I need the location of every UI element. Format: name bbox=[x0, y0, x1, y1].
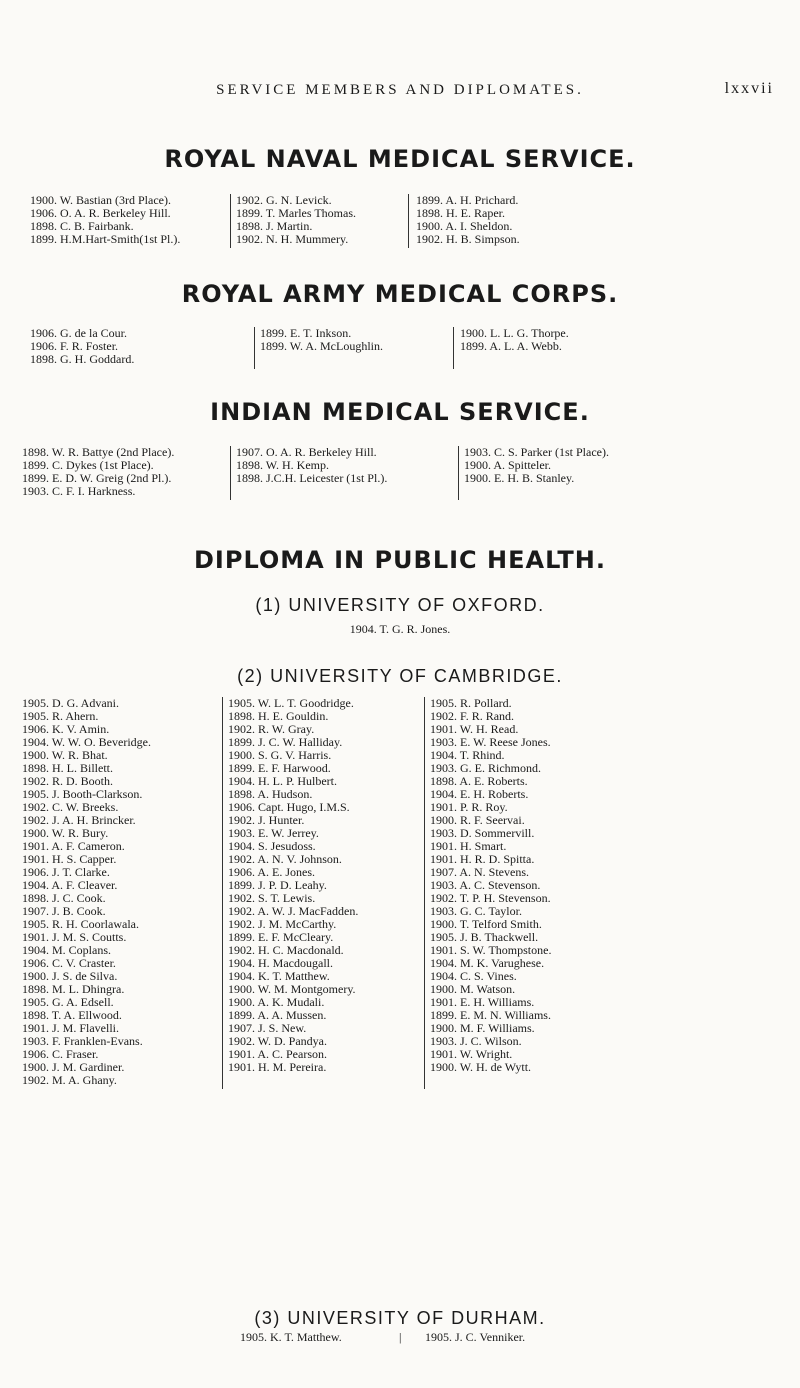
list-item: 1901. H. R. D. Spitta. bbox=[430, 852, 535, 866]
section-title-rnms: ROYAL NAVAL MEDICAL SERVICE. bbox=[164, 145, 636, 173]
list-item: 1902. C. W. Breeks. bbox=[22, 800, 119, 814]
list-item: 1906. A. E. Jones. bbox=[228, 865, 315, 879]
column-divider bbox=[222, 697, 223, 1089]
list-item: 1898. H. L. Billett. bbox=[22, 761, 113, 775]
list-item: 1899. E. D. W. Greig (2nd Pl.). bbox=[22, 471, 172, 485]
list-item: 1903. C. S. Parker (1st Place). bbox=[464, 445, 609, 459]
section-title-ims: INDIAN MEDICAL SERVICE. bbox=[210, 398, 590, 426]
list-item: 1902. M. A. Ghany. bbox=[22, 1073, 117, 1087]
list-item: 1900. E. H. B. Stanley. bbox=[464, 471, 575, 485]
list-item: 1899. W. A. McLoughlin. bbox=[260, 339, 384, 353]
list-item: 1899. E. F. McCleary. bbox=[228, 930, 334, 944]
list-item: 1902. R. W. Gray. bbox=[228, 722, 315, 736]
list-item: 1905. R. H. Coorlawala. bbox=[22, 917, 139, 931]
list-item: 1898. G. H. Goddard. bbox=[30, 352, 135, 366]
list-item: 1904. C. S. Vines. bbox=[430, 969, 517, 983]
list-item: 1904. H. Macdougall. bbox=[228, 956, 333, 970]
ramc-column-3 bbox=[460, 327, 569, 353]
list-item: 1906. K. V. Amin. bbox=[22, 722, 110, 736]
cambridge-column-3 bbox=[430, 697, 551, 1074]
list-item: 1898. H. E. Raper. bbox=[416, 206, 505, 220]
list-item: 1902. F. R. Rand. bbox=[430, 709, 515, 723]
list-item: 1898. A. Hudson. bbox=[228, 787, 313, 801]
list-item: 1904. M. Coplans. bbox=[22, 943, 112, 957]
list-item: 1907. J. B. Cook. bbox=[22, 904, 106, 918]
ims-column-3 bbox=[464, 446, 609, 485]
list-item: 1900. A. I. Sheldon. bbox=[416, 219, 513, 233]
column-divider bbox=[458, 446, 459, 500]
oxford-entry: 1904. T. G. R. Jones. bbox=[349, 622, 451, 636]
list-item: 1900. W. R. Bury. bbox=[22, 826, 109, 840]
list-item: 1905. J. Booth-Clarkson. bbox=[22, 787, 143, 801]
list-item: 1902. A. N. V. Johnson. bbox=[228, 852, 342, 866]
list-item: 1899. A. L. A. Webb. bbox=[460, 339, 562, 353]
list-item: 1903. J. C. Wilson. bbox=[430, 1034, 522, 1048]
column-divider: | bbox=[399, 1330, 402, 1344]
durham-heading: (3) UNIVERSITY OF DURHAM. bbox=[254, 1308, 546, 1328]
list-item: 1904. E. H. Roberts. bbox=[430, 787, 529, 801]
list-item: 1899. E. F. Harwood. bbox=[228, 761, 331, 775]
list-item: 1900. W. R. Bhat. bbox=[22, 748, 108, 762]
section-title-ramc: ROYAL ARMY MEDICAL CORPS. bbox=[181, 280, 619, 308]
list-item: 1900. J. M. Gardiner. bbox=[22, 1060, 125, 1074]
list-item: 1904. W. W. O. Beveridge. bbox=[22, 735, 151, 749]
list-item: 1903. E. W. Jerrey. bbox=[228, 826, 319, 840]
list-item: 1902. J. Hunter. bbox=[228, 813, 305, 827]
list-item: 1900. W. Bastian (3rd Place). bbox=[30, 193, 171, 207]
cambridge-heading: (2) UNIVERSITY OF CAMBRIDGE. bbox=[237, 666, 563, 686]
list-item: 1905. G. A. Edsell. bbox=[22, 995, 114, 1009]
list-item: 1903. E. W. Reese Jones. bbox=[430, 735, 551, 749]
list-item: 1901. A. F. Cameron. bbox=[22, 839, 125, 853]
list-item: 1904. K. T. Matthew. bbox=[228, 969, 330, 983]
list-item: 1904. S. Jesudoss. bbox=[228, 839, 316, 853]
ramc-column-1 bbox=[30, 327, 134, 366]
list-item: 1906. F. R. Foster. bbox=[30, 339, 119, 353]
list-item: 1904. A. F. Cleaver. bbox=[22, 878, 118, 892]
list-item: 1905. R. Pollard. bbox=[430, 696, 512, 710]
list-item: 1899. J. P. D. Leahy. bbox=[228, 878, 327, 892]
list-item: 1900. L. L. G. Thorpe. bbox=[460, 326, 569, 340]
rnms-column-2 bbox=[236, 194, 356, 246]
column-divider bbox=[254, 327, 255, 369]
list-item: 1901. J. M. S. Coutts. bbox=[22, 930, 127, 944]
list-item: 1899. E. M. N. Williams. bbox=[430, 1008, 551, 1022]
list-item: 1905. W. L. T. Goodridge. bbox=[228, 696, 354, 710]
list-item: 1901. J. M. Flavelli. bbox=[22, 1021, 120, 1035]
column-divider bbox=[230, 446, 231, 500]
list-item: 1906. C. V. Craster. bbox=[22, 956, 116, 970]
list-item: 1906. Capt. Hugo, I.M.S. bbox=[228, 800, 350, 814]
list-item: 1905. R. Ahern. bbox=[22, 709, 99, 723]
list-item: 1903. G. C. Taylor. bbox=[430, 904, 522, 918]
list-item: 1901. P. R. Roy. bbox=[430, 800, 508, 814]
durham-entry: 1905. K. T. Matthew. bbox=[240, 1330, 342, 1344]
list-item: 1902. A. W. J. MacFadden. bbox=[228, 904, 359, 918]
list-item: 1898. M. L. Dhingra. bbox=[22, 982, 125, 996]
list-item: 1899. J. C. W. Halliday. bbox=[228, 735, 343, 749]
list-item: 1898. J. C. Cook. bbox=[22, 891, 106, 905]
list-item: 1899. A. A. Mussen. bbox=[228, 1008, 327, 1022]
list-item: 1901. H. S. Capper. bbox=[22, 852, 117, 866]
running-head: SERVICE MEMBERS AND DIPLOMATES. bbox=[216, 82, 584, 98]
list-item: 1898. A. E. Roberts. bbox=[430, 774, 528, 788]
section-title-dph: DIPLOMA IN PUBLIC HEALTH. bbox=[194, 546, 606, 574]
list-item: 1901. H. Smart. bbox=[430, 839, 507, 853]
list-item: 1898. J.C.H. Leicester (1st Pl.). bbox=[236, 471, 388, 485]
list-item: 1905. D. G. Advani. bbox=[22, 696, 119, 710]
list-item: 1899. T. Marles Thomas. bbox=[236, 206, 356, 220]
list-item: 1900. M. F. Williams. bbox=[430, 1021, 535, 1035]
list-item: 1900. J. S. de Silva. bbox=[22, 969, 118, 983]
list-item: 1901. A. C. Pearson. bbox=[228, 1047, 327, 1061]
list-item: 1899. E. T. Inkson. bbox=[260, 326, 352, 340]
list-item: 1905. J. B. Thackwell. bbox=[430, 930, 539, 944]
list-item: 1898. T. A. Ellwood. bbox=[22, 1008, 122, 1022]
list-item: 1902. R. D. Booth. bbox=[22, 774, 114, 788]
list-item: 1903. G. E. Richmond. bbox=[430, 761, 541, 775]
list-item: 1902. H. C. Macdonald. bbox=[228, 943, 344, 957]
list-item: 1898. C. B. Fairbank. bbox=[30, 219, 134, 233]
list-item: 1903. D. Sommervill. bbox=[430, 826, 535, 840]
list-item: 1901. W. H. Read. bbox=[430, 722, 519, 736]
list-item: 1902. W. D. Pandya. bbox=[228, 1034, 327, 1048]
list-item: 1900. A. Spitteler. bbox=[464, 458, 551, 472]
list-item: 1904. H. L. P. Hulbert. bbox=[228, 774, 337, 788]
list-item: 1900. W. H. de Wytt. bbox=[430, 1060, 532, 1074]
list-item: 1899. C. Dykes (1st Place). bbox=[22, 458, 154, 472]
list-item: 1899. A. H. Prichard. bbox=[416, 193, 519, 207]
column-divider bbox=[453, 327, 454, 369]
list-item: 1906. G. de la Cour. bbox=[30, 326, 127, 340]
list-item: 1907. J. S. New. bbox=[228, 1021, 307, 1035]
ims-column-2 bbox=[236, 446, 387, 485]
list-item: 1900. M. Watson. bbox=[430, 982, 516, 996]
list-item: 1906. O. A. R. Berkeley Hill. bbox=[30, 206, 171, 220]
column-divider bbox=[408, 194, 409, 248]
page-number: lxxvii bbox=[724, 80, 774, 97]
list-item: 1898. W. R. Battye (2nd Place). bbox=[22, 445, 175, 459]
list-item: 1902. J. M. McCarthy. bbox=[228, 917, 337, 931]
list-item: 1898. J. Martin. bbox=[236, 219, 313, 233]
list-item: 1898. W. H. Kemp. bbox=[236, 458, 329, 472]
oxford-heading: (1) UNIVERSITY OF OXFORD. bbox=[255, 595, 545, 615]
list-item: 1901. S. W. Thompstone. bbox=[430, 943, 552, 957]
ramc-column-2 bbox=[260, 327, 383, 353]
rnms-column-3 bbox=[416, 194, 520, 246]
list-item: 1900. T. Telford Smith. bbox=[430, 917, 542, 931]
cambridge-column-2 bbox=[228, 697, 358, 1074]
list-item: 1900. A. K. Mudali. bbox=[228, 995, 325, 1009]
list-item: 1907. A. N. Stevens. bbox=[430, 865, 529, 879]
column-divider bbox=[424, 697, 425, 1089]
list-item: 1906. C. Fraser. bbox=[22, 1047, 99, 1061]
ims-column-1 bbox=[22, 446, 174, 498]
list-item: 1902. S. T. Lewis. bbox=[228, 891, 316, 905]
list-item: 1900. W. M. Montgomery. bbox=[228, 982, 356, 996]
list-item: 1901. H. M. Pereira. bbox=[228, 1060, 327, 1074]
list-item: 1902. N. H. Mummery. bbox=[236, 232, 349, 246]
list-item: 1902. T. P. H. Stevenson. bbox=[430, 891, 551, 905]
list-item: 1903. F. Franklen-Evans. bbox=[22, 1034, 143, 1048]
list-item: 1904. M. K. Varughese. bbox=[430, 956, 545, 970]
list-item: 1902. G. N. Levick. bbox=[236, 193, 332, 207]
list-item: 1904. T. Rhind. bbox=[430, 748, 505, 762]
list-item: 1900. S. G. V. Harris. bbox=[228, 748, 332, 762]
list-item: 1898. H. E. Gouldin. bbox=[228, 709, 329, 723]
list-item: 1907. O. A. R. Berkeley Hill. bbox=[236, 445, 377, 459]
list-item: 1903. C. F. I. Harkness. bbox=[22, 484, 136, 498]
rnms-column-1 bbox=[30, 194, 180, 246]
list-item: 1902. H. B. Simpson. bbox=[416, 232, 520, 246]
durham-entry: 1905. J. C. Venniker. bbox=[425, 1330, 526, 1344]
list-item: 1901. E. H. Williams. bbox=[430, 995, 535, 1009]
list-item: 1899. H.M.Hart-Smith(1st Pl.). bbox=[30, 232, 181, 246]
list-item: 1902. J. A. H. Brincker. bbox=[22, 813, 136, 827]
list-item: 1906. J. T. Clarke. bbox=[22, 865, 110, 879]
cambridge-column-1 bbox=[22, 697, 151, 1087]
list-item: 1900. R. F. Seervai. bbox=[430, 813, 525, 827]
column-divider bbox=[230, 194, 231, 248]
list-item: 1901. W. Wright. bbox=[430, 1047, 513, 1061]
list-item: 1903. A. C. Stevenson. bbox=[430, 878, 541, 892]
